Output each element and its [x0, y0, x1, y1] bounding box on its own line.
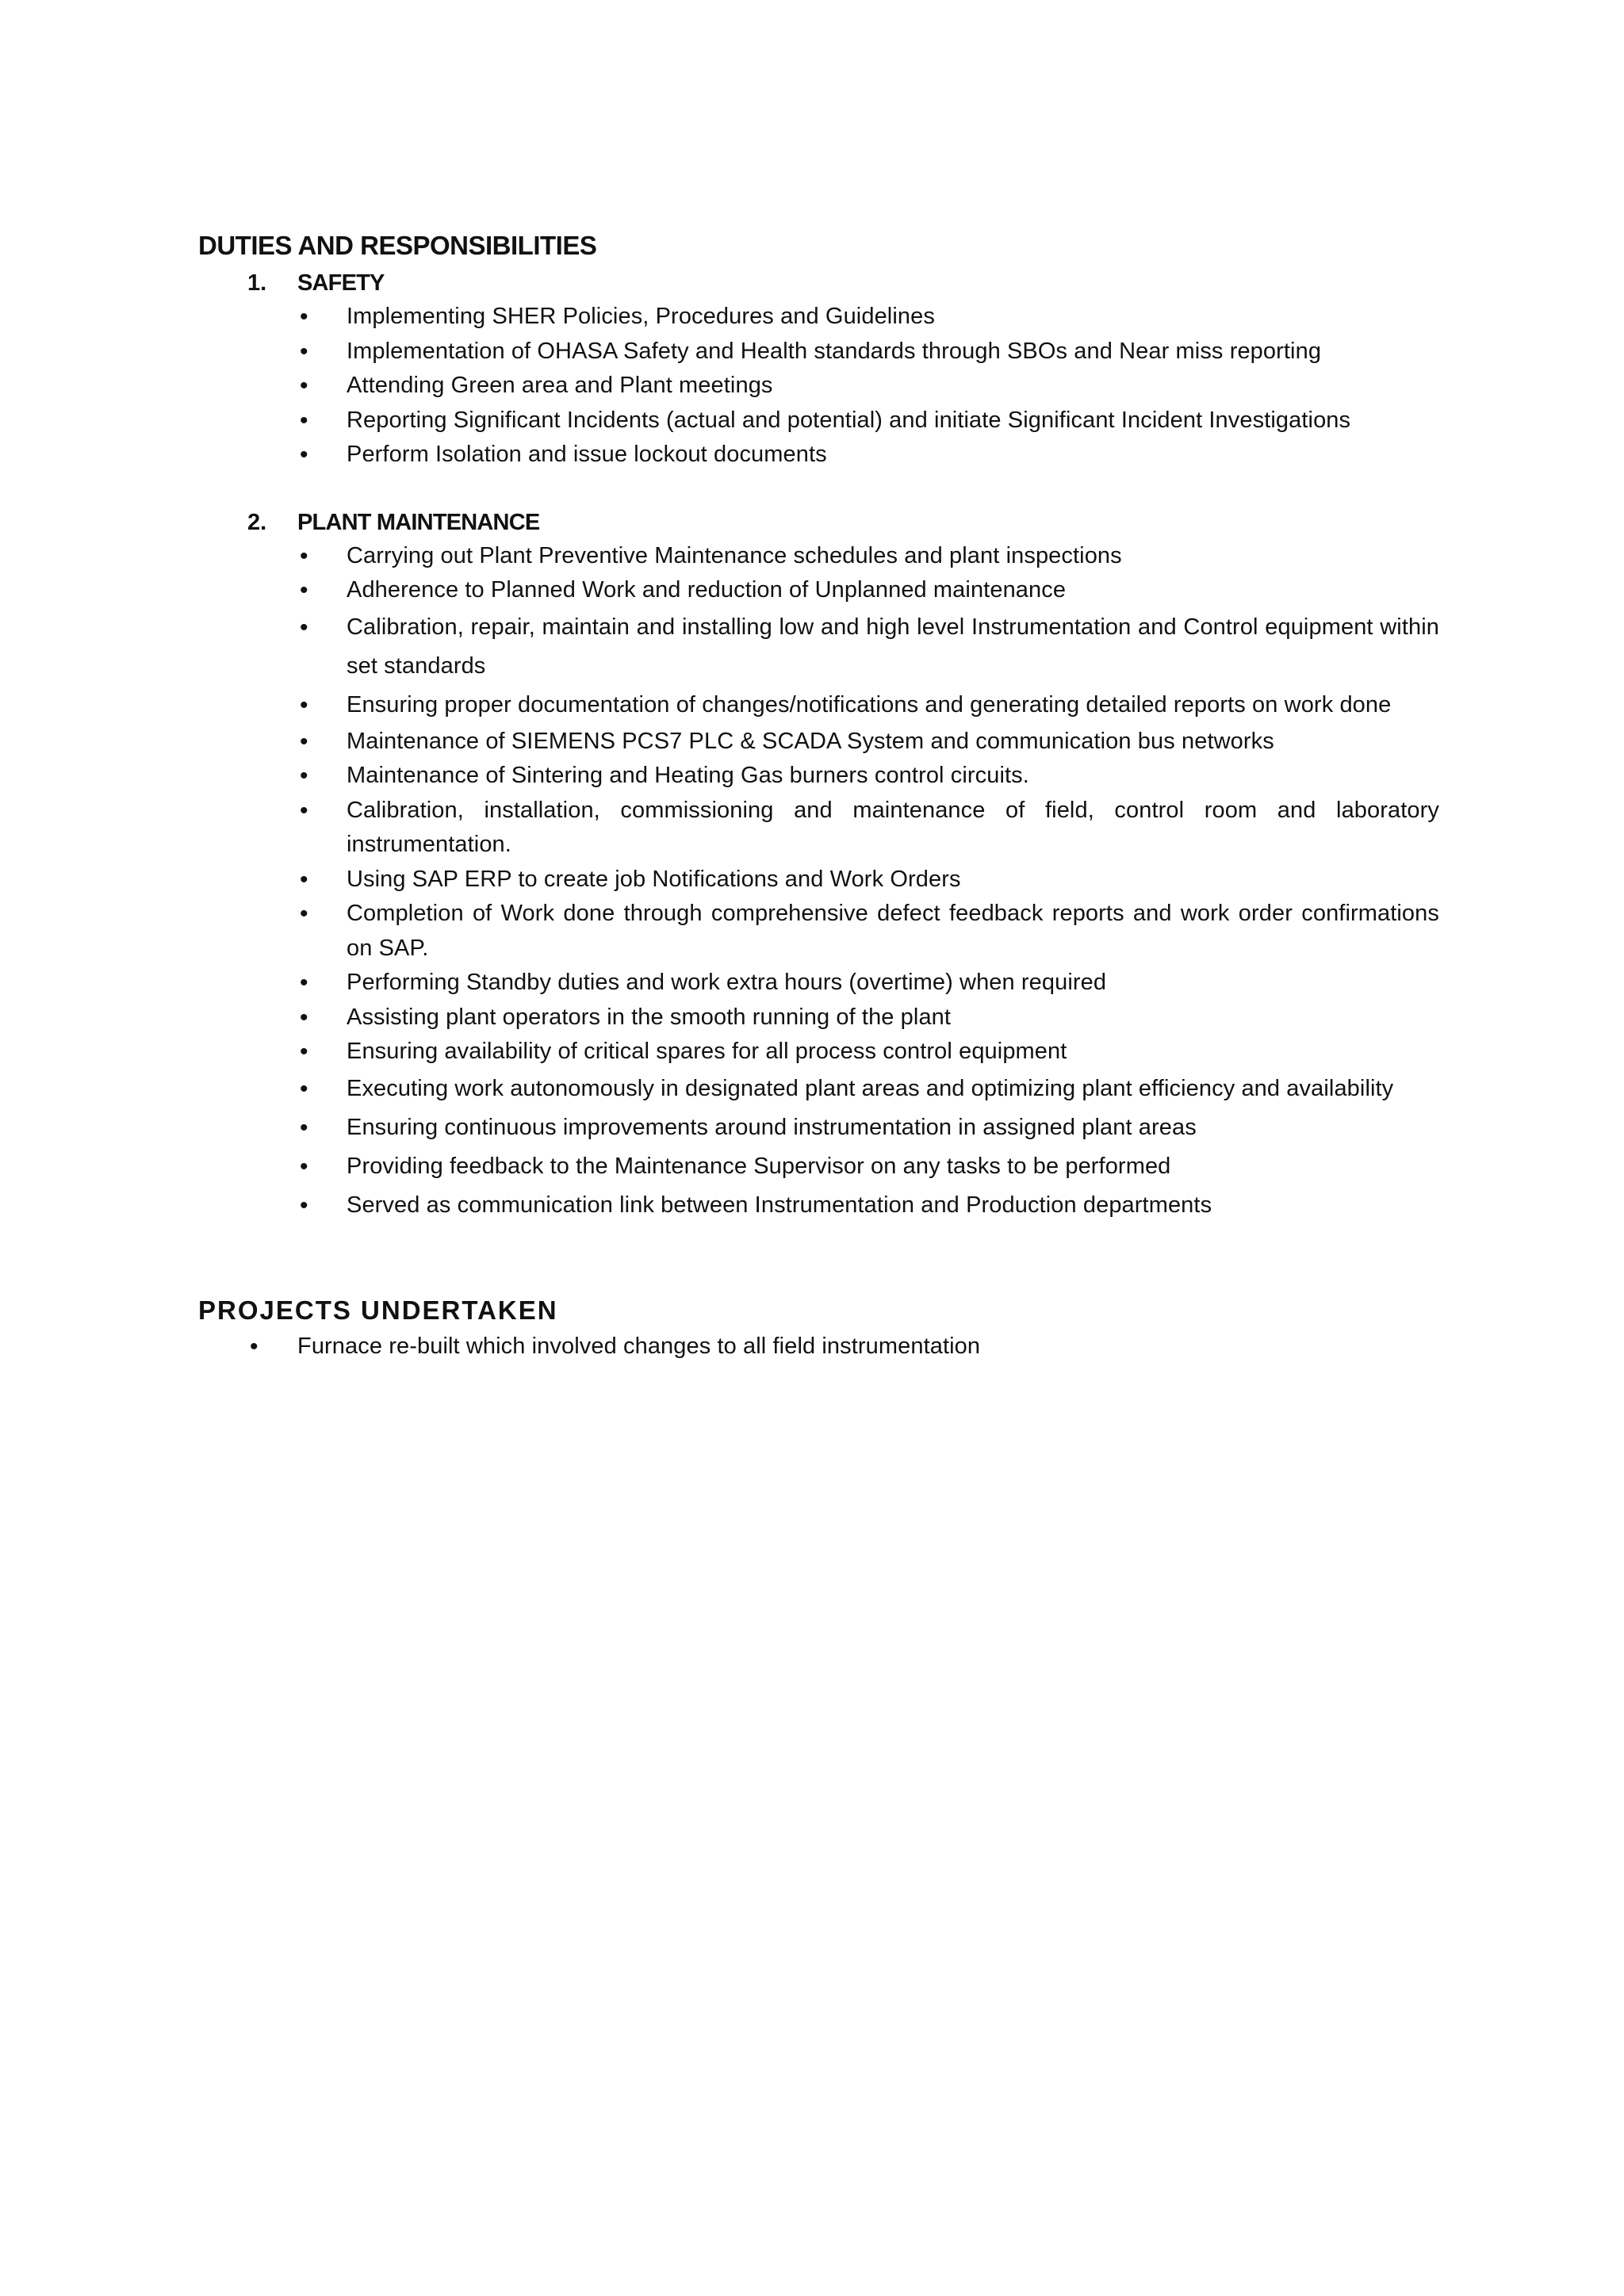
bullet-icon: •	[300, 1114, 308, 1141]
bullet-icon: •	[300, 1075, 308, 1102]
list-item: • Ensuring availability of critical spares for all process control equipment	[297, 1035, 1439, 1070]
list-item: • Ensuring continuous improvements around instrumentation in assigned plant areas	[297, 1108, 1439, 1147]
spacer	[297, 473, 1439, 506]
list-item: • Using SAP ERP to create job Notifications and Work Orders	[297, 863, 1439, 897]
projects-heading: PROJECTS UNDERTAKEN	[198, 1295, 558, 1325]
bullet-icon: •	[300, 407, 308, 434]
bullet-icon: •	[300, 691, 308, 718]
list-item: • Attending Green area and Plant meetings	[297, 369, 1439, 404]
projects-list	[198, 1330, 1439, 1364]
bullet-icon: •	[300, 1039, 308, 1065]
list-item: • Adherence to Planned Work and reduction of Unplanned maintenance	[297, 573, 1439, 608]
list-item: • Maintenance of SIEMENS PCS7 PLC & SCADA System and communication bus networks	[297, 725, 1439, 760]
bullet-icon: •	[300, 373, 308, 399]
plant-maintenance-list	[297, 539, 1439, 1225]
bullet-icon: •	[300, 970, 308, 996]
bullet-icon: •	[300, 304, 308, 330]
bullet-icon: •	[300, 763, 308, 789]
section-number: 1.	[247, 270, 267, 296]
page-content	[198, 228, 1439, 1364]
bullet-icon: •	[300, 866, 308, 893]
list-item: • Assisting plant operators in the smooth running of the plant	[297, 1001, 1439, 1035]
bullet-icon: •	[300, 614, 308, 641]
list-item: • Furnace re-built which involved changes to all field instrumentation	[198, 1330, 1439, 1364]
section-safety	[198, 266, 1439, 506]
list-item: • Perform Isolation and issue lockout documents	[297, 438, 1439, 473]
list-item: • Performing Standby duties and work extra hours (overtime) when required	[297, 966, 1439, 1001]
list-item: • Ensuring proper documentation of changes/notifications and generating detailed reports on work done	[297, 686, 1439, 725]
bullet-icon: •	[300, 577, 308, 603]
bullet-icon: •	[300, 901, 308, 927]
duties-heading: DUTIES AND RESPONSIBILITIES	[198, 231, 597, 260]
list-item: • Implementation of OHASA Safety and Health standards through SBOs and Near miss reporting	[297, 335, 1439, 369]
list-item: • Served as communication link between Instrumentation and Production departments	[297, 1186, 1439, 1225]
bullet-icon: •	[300, 1192, 308, 1219]
spacer	[198, 1225, 1439, 1293]
bullet-icon: •	[300, 1153, 308, 1180]
bullet-icon: •	[300, 797, 308, 824]
bullet-icon: •	[300, 728, 308, 755]
duties-sections	[198, 266, 1439, 1225]
list-item: • Reporting Significant Incidents (actual and potential) and initiate Significant Incident Investigations	[297, 404, 1439, 438]
list-item: • Calibration, installation, commissioning and maintenance of field, control room and laboratory instrumentation.	[297, 794, 1439, 863]
list-item: • Executing work autonomously in designated plant areas and optimizing plant efficiency and availability	[297, 1070, 1439, 1108]
section-label: PLANT MAINTENANCE	[297, 509, 540, 535]
list-item: • Calibration, repair, maintain and installing low and high level Instrumentation and Control equipment within set standards	[297, 608, 1439, 686]
list-item: • Carrying out Plant Preventive Maintenance schedules and plant inspections	[297, 539, 1439, 574]
bullet-icon: •	[300, 338, 308, 365]
bullet-icon: •	[300, 442, 308, 468]
section-label: SAFETY	[297, 270, 385, 296]
bullet-icon: •	[250, 1333, 259, 1360]
section-plant-maintenance	[198, 506, 1439, 1225]
list-item: • Completion of Work done through comprehensive defect feedback reports and work order confirmations on SAP.	[297, 897, 1439, 966]
safety-list	[297, 300, 1439, 473]
list-item: • Maintenance of Sintering and Heating Gas burners control circuits.	[297, 759, 1439, 794]
bullet-icon: •	[300, 1004, 308, 1031]
list-item: • Implementing SHER Policies, Procedures and Guidelines	[297, 300, 1439, 335]
section-number: 2.	[247, 509, 267, 535]
bullet-icon: •	[300, 542, 308, 569]
list-item: • Providing feedback to the Maintenance Supervisor on any tasks to be performed	[297, 1147, 1439, 1186]
